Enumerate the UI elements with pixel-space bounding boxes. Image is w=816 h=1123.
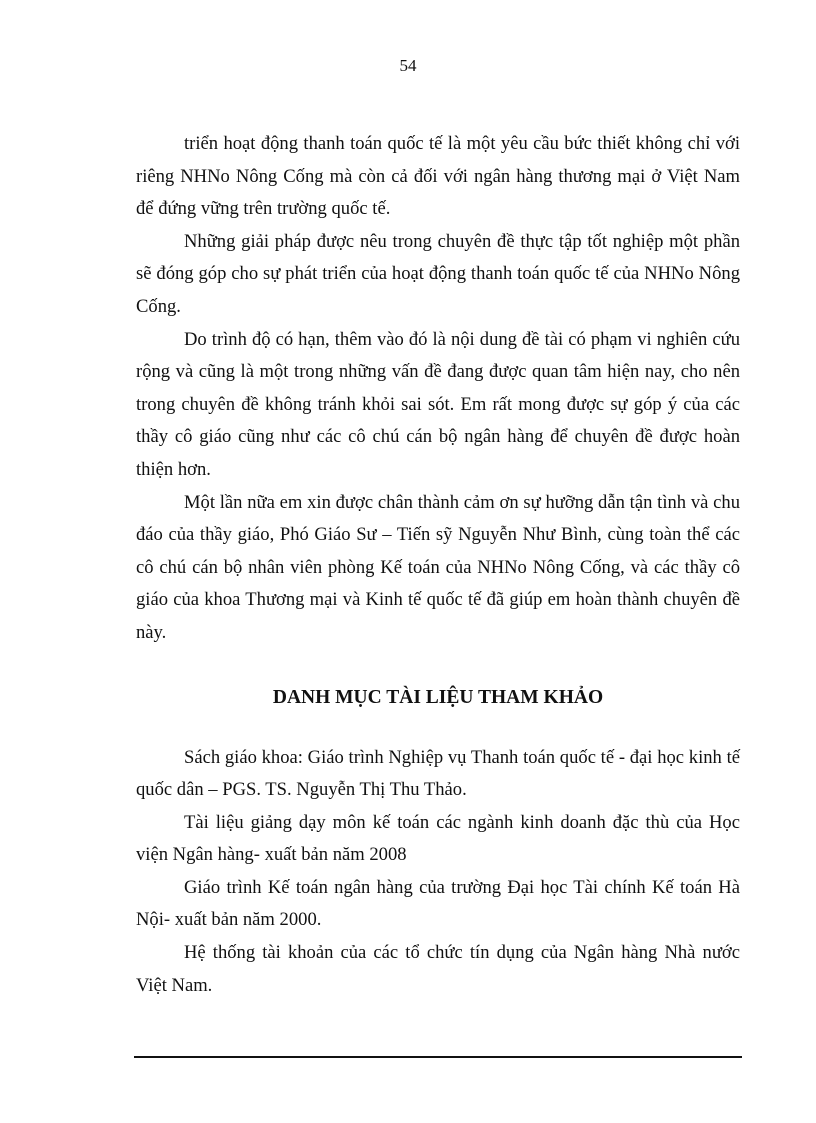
footer-divider	[134, 1056, 742, 1058]
page-number: 54	[399, 56, 417, 75]
paragraph-acknowledgement: Một lần nữa em xin được chân thành cảm ơn sự hưỡng dẫn tận tình và chu đáo của thầy giáo, Phó Giáo Sư – Tiến sỹ Nguyễn Như Bình, cùng toàn thể các cô chú cán bộ nhân viên phòng Kế toán của NHNo Nông Cống, và các thầy cô giáo của khoa Thương mại và Kinh tế quốc tế đã giúp em hoàn thành chuyên đề này.	[136, 491, 740, 643]
references-heading: DANH MỤC TÀI LIỆU THAM KHẢO	[272, 686, 604, 708]
document-body	[136, 128, 740, 1002]
reference-item-1: Sách giáo khoa: Giáo trình Nghiệp vụ Thanh toán quốc tế - đại học kinh tế quốc dân – PGS. TS. Nguyễn Thị Thu Thảo.	[136, 746, 740, 801]
paragraph-conclusion-1: triển hoạt động thanh toán quốc tế là một yêu cầu bức thiết không chỉ với riêng NHNo Nông Cống mà còn cả đối với ngân hàng thương mại ở Việt Nam để đứng vững trên trường quốc tế.	[136, 133, 740, 220]
paragraph-conclusion-2: Những giải pháp được nêu trong chuyên đề thực tập tốt nghiệp một phần sẽ đóng góp cho sự phát triển của hoạt động thanh toán quốc tế của NHNo Nông Cống.	[136, 230, 740, 317]
reference-item-2: Tài liệu giảng dạy môn kế toán các ngành kinh doanh đặc thù của Học viện Ngân hàng- xuất bản năm 2008	[136, 811, 740, 866]
paragraph-conclusion-3: Do trình độ có hạn, thêm vào đó là nội dung đề tài có phạm vi nghiên cứu rộng và cũng là một trong những vấn đề đang được quan tâm hiện nay, cho nên trong chuyên đề không tránh khỏi sai sót. Em rất mong được sự góp ý của các thầy cô giáo cũng như các cô chú cán bộ ngân hàng để chuyên đề được hoàn thiện hơn.	[136, 328, 740, 480]
reference-item-4: Hệ thống tài khoản của các tổ chức tín dụng của Ngân hàng Nhà nước Việt Nam.	[136, 942, 740, 996]
reference-item-3: Giáo trình Kế toán ngân hàng của trường Đại học Tài chính Kế toán Hà Nội- xuất bản năm 2000.	[136, 876, 740, 931]
